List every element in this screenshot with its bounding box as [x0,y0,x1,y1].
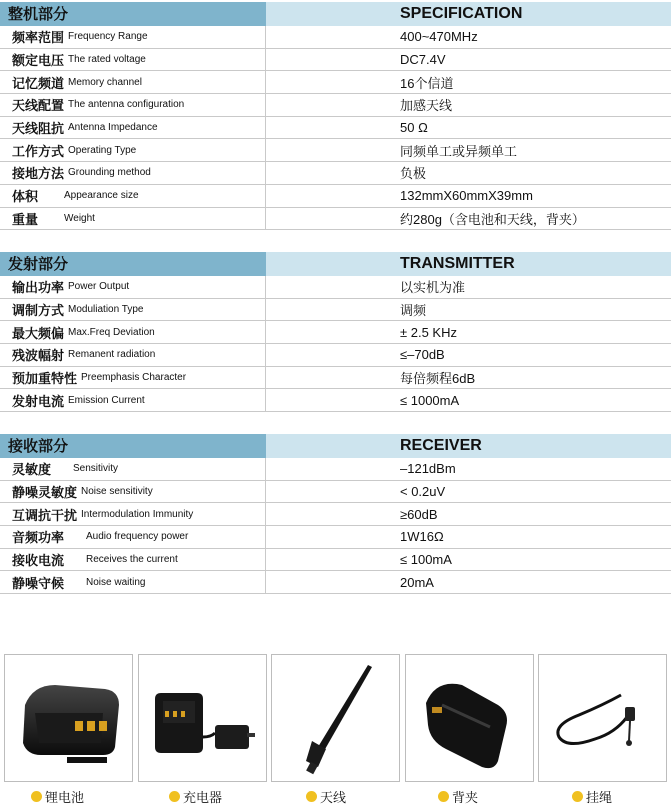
row-label [0,94,266,116]
transmitter-table [0,276,671,412]
row-label [0,571,266,593]
row-label-en: The rated voltage [68,54,146,66]
receiver-header-en: RECEIVER [266,434,671,458]
bullet-dot [31,791,42,802]
row-label-cn: 记忆频道 [12,76,65,92]
row-label-cn: 重量 [12,212,39,228]
charger-icon [139,655,268,783]
row-label-en: Receives the current [86,554,178,566]
row-value: 约280g（含电池和天线，背夹） [400,211,585,227]
row-label [0,26,266,48]
row-label-en: Grounding method [68,167,151,179]
accessory-antenna [271,654,400,782]
row-value: 每倍频程6dB [400,371,476,387]
accessory-label-charger: 充电器 [169,787,222,806]
table-row [0,571,671,594]
table-row [0,49,671,72]
accessory-label-belt-clip: 背夹 [438,787,478,806]
row-value: ≥60dB [400,506,438,522]
table-row [0,94,671,117]
row-label-en: Moduliation Type [68,304,144,316]
row-label-cn: 额定电压 [12,54,65,70]
row-label-en: Antenna Impedance [68,122,158,134]
table-row [0,458,671,481]
row-label-cn: 天线阻抗 [12,122,65,138]
row-label-cn: 体积 [12,190,39,206]
row-label-en: Operating Type [68,144,137,156]
receiver-section [0,434,671,594]
table-row [0,117,671,140]
table-row [0,71,671,94]
row-label [0,389,266,411]
antenna-icon [272,655,401,783]
row-value: 加感天线 [400,98,453,114]
battery-icon [5,655,134,783]
accessory-charger [138,654,267,782]
table-row [0,26,671,49]
row-label [0,481,266,503]
row-label-cn: 调制方式 [12,304,65,320]
transmitter-header [0,252,671,276]
transmitter-header-en: TRANSMITTER [266,252,671,276]
row-value: 400~470MHz [400,29,478,45]
row-label [0,276,266,298]
row-label-en: Sensitivity [73,463,119,475]
row-label-cn: 静噪守候 [12,576,65,592]
row-label-cn: 发射电流 [12,394,65,410]
row-label [0,321,266,343]
row-label-cn: 预加重特性 [12,372,78,388]
row-label [0,367,266,389]
table-row [0,367,671,390]
accessory-battery [4,654,133,782]
row-value: 132mmX60mmX39mm [400,188,533,204]
row-value: 负极 [400,166,427,182]
row-label-cn: 最大频偏 [12,326,65,342]
row-label-en: Appearance size [64,190,139,202]
specification-header-en: SPECIFICATION [266,2,671,26]
row-value: DC7.4V [400,52,446,68]
row-label-en: Audio frequency power [86,531,189,543]
accessory-label-battery: 锂电池 [31,787,84,806]
row-label [0,49,266,71]
bullet-dot [438,791,449,802]
row-label-cn: 天线配置 [12,99,65,115]
row-label-en: Emission Current [68,394,145,406]
table-row [0,185,671,208]
row-label-cn: 残波幅射 [12,349,65,365]
row-label-cn: 互调抗干扰 [12,508,78,524]
row-label [0,526,266,548]
row-label-en: Max.Freq Deviation [68,326,155,338]
row-value: < 0.2uV [400,484,446,500]
row-label-cn: 频率范围 [12,31,65,47]
row-value: 20mA [400,574,434,590]
row-value: –121dBm [400,461,456,477]
row-label-cn: 工作方式 [12,144,65,160]
table-row [0,276,671,299]
row-label [0,139,266,161]
table-row [0,321,671,344]
row-label-cn: 音频功率 [12,531,65,547]
specification-table [0,26,671,230]
belt-clip-icon [406,655,535,783]
row-label-cn: 静噪灵敏度 [12,486,78,502]
specification-section [0,2,671,230]
accessory-labels [0,787,671,807]
row-label [0,117,266,139]
table-row [0,344,671,367]
row-value: ≤ 100mA [400,552,452,568]
specification-header [0,2,671,26]
row-label-cn: 接收电流 [12,554,65,570]
row-value: ≤ 1000mA [400,392,460,408]
accessory-label-antenna: 天线 [306,787,346,806]
row-label [0,503,266,525]
row-label-en: Noise waiting [86,576,146,588]
row-label [0,162,266,184]
row-value: 50 Ω [400,120,428,136]
receiver-table [0,458,671,594]
table-row [0,208,671,231]
accessories-gallery [4,654,667,782]
row-label [0,299,266,321]
specification-header-cn: 整机部分 [0,2,266,26]
receiver-header-cn: 接收部分 [0,434,266,458]
row-label-en: Frequency Range [68,31,148,43]
row-label-en: Noise sensitivity [81,486,153,498]
row-value: 同频单工或异频单工 [400,143,518,159]
accessory-label-lanyard: 挂绳 [572,787,612,806]
transmitter-header-cn: 发射部分 [0,252,266,276]
accessory-lanyard [538,654,667,782]
bullet-dot [169,791,180,802]
row-label [0,208,266,230]
row-value: ± 2.5 KHz [400,324,457,340]
row-label-en: The antenna configuration [68,99,185,111]
table-row [0,526,671,549]
row-label [0,549,266,571]
table-row [0,503,671,526]
row-value: ≤–70dB [400,347,445,363]
row-label-en: Memory channel [68,76,142,88]
table-row [0,549,671,572]
row-label [0,344,266,366]
row-label-en: Preemphasis Character [81,372,187,384]
row-value: 调频 [400,303,427,319]
row-label-cn: 接地方法 [12,167,65,183]
row-label-en: Intermodulation Immunity [81,508,194,520]
row-label-en: Weight [64,212,95,224]
row-value: 16个信道 [400,75,454,91]
table-row [0,481,671,504]
transmitter-section [0,252,671,412]
bullet-dot [572,791,583,802]
table-row [0,162,671,185]
lanyard-icon [539,655,668,783]
bullet-dot [306,791,317,802]
table-row [0,299,671,322]
row-label-cn: 输出功率 [12,281,65,297]
table-row [0,139,671,162]
row-label [0,71,266,93]
row-label [0,185,266,207]
accessory-belt-clip [405,654,534,782]
row-label-en: Power Output [68,281,130,293]
row-value: 以实机为准 [400,280,466,296]
receiver-header [0,434,671,458]
row-label-cn: 灵敏度 [12,463,52,479]
row-label-en: Remanent radiation [68,349,156,361]
row-label [0,458,266,480]
row-value: 1W16Ω [400,529,444,545]
table-row [0,389,671,412]
